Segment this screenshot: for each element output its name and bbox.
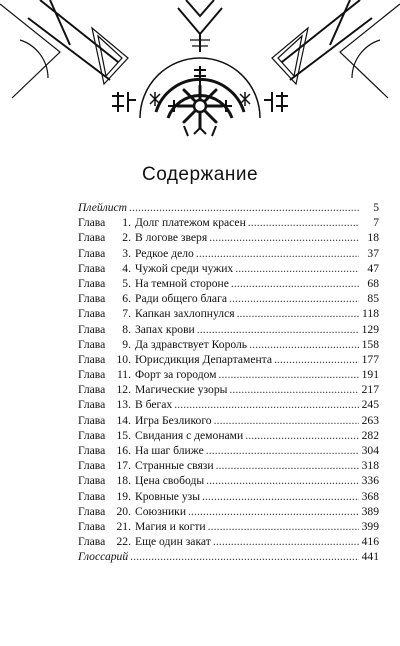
page-number: 389 [361,504,379,518]
chapter-label: Глава [78,383,106,397]
toc-entry [78,382,379,397]
toc-entry [78,458,379,473]
entry-title: Запах крови [135,322,195,336]
chapter-number: 19. [116,489,131,503]
entry-title: Глоссарий [78,550,129,564]
dot-leader [206,443,359,458]
dot-leader [274,352,359,367]
entry-title: На темной стороне [135,276,229,290]
chapter-number: 11. [116,368,131,382]
entry-title: Кровные узы [135,489,201,503]
chapter-label: Глава [78,519,106,533]
dot-leader [229,382,359,397]
chapter-number: 13. [116,398,131,412]
chapter-label: Глава [78,352,106,366]
toc-entry [78,473,379,488]
toc-entry [78,534,379,549]
entry-title: Долг платежом красен [135,216,246,230]
chapter-number: 18. [116,474,131,488]
toc-entry [78,230,379,245]
chapter-label: Глава [78,368,106,382]
entry-title: Редкое дело [135,246,194,260]
page-number: 85 [367,292,379,306]
chapter-label: Глава [78,246,106,260]
runic-compass-ornament [0,0,400,150]
page-title: Содержание [141,164,259,185]
chapter-label: Глава [78,292,106,306]
chapter-label: Глава [78,459,106,473]
chapter-number: 22. [116,535,131,549]
chapter-label: Глава [78,398,106,412]
dot-leader [130,549,359,564]
dot-leader [129,200,359,215]
entry-title: Еще один закат [135,535,211,549]
dot-leader [174,397,359,412]
chapter-number: 7. [122,307,131,321]
page-number: 441 [361,550,379,564]
toc-entry [78,291,379,306]
entry-title: Чужой среди чужих [135,261,234,275]
chapter-number: 4. [122,261,131,275]
page-number: 191 [361,368,379,382]
page-number: 129 [361,322,379,336]
dot-leader [213,534,359,549]
chapter-label: Глава [78,474,106,488]
toc-entry [78,246,379,261]
chapter-label: Глава [78,231,106,245]
dot-leader [229,291,359,306]
entry-title: Форт за городом [135,368,217,382]
page-number: 177 [361,352,379,366]
page-number: 368 [361,489,379,503]
chapter-number: 17. [116,459,131,473]
chapter-number: 8. [122,322,131,336]
toc-entry [78,549,379,564]
chapter-number: 21. [116,519,131,533]
toc-entry [78,215,379,230]
chapter-label: Глава [78,322,106,336]
page-number: 7 [373,216,379,230]
dot-leader [245,428,359,443]
page-number: 304 [361,444,379,457]
page-number: 336 [361,474,379,488]
toc-entry [78,489,379,504]
page-number: 416 [361,535,379,549]
toc-entry [78,276,379,291]
page-number: 47 [367,261,379,275]
chapter-number: 3. [122,246,131,260]
entry-title: Странные связи [135,459,214,473]
entry-title: В бегах [135,398,173,412]
chapter-number: 9. [122,337,131,351]
chapter-number: 16. [116,444,131,457]
entry-title: Союзники [135,504,187,518]
page-number: 158 [361,337,379,351]
toc-entry [78,443,379,458]
dot-leader [188,504,359,519]
page-number: 245 [361,398,379,412]
dot-leader [219,367,359,382]
dot-leader [237,306,359,321]
chapter-number: 20. [116,504,131,518]
entry-title: Ради общего блага [135,292,227,306]
toc-entry [78,200,379,215]
entry-title: Юрисдикция Департамента [135,352,273,366]
toc-entry [78,322,379,337]
page-number: 18 [367,231,379,245]
chapter-label: Глава [78,337,106,351]
entry-title: Капкан захлопнулся [135,307,235,321]
chapter-number: 12. [116,383,131,397]
page-number: 68 [367,276,379,290]
chapter-label: Глава [78,261,106,275]
entry-title: Свидания с демонами [135,428,244,442]
dot-leader [249,337,359,352]
chapter-label: Глава [78,307,106,321]
chapter-label: Глава [78,413,106,427]
entry-title: Магические узоры [135,383,228,397]
page-number: 263 [361,413,379,427]
dot-leader [208,519,359,534]
page-number: 5 [373,201,379,214]
chapter-number: 1. [122,216,131,230]
dot-leader [197,322,359,337]
page-number: 217 [361,383,379,397]
entry-title: В логове зверя [135,231,208,245]
toc-entry [78,306,379,321]
chapter-number: 2. [122,231,131,245]
table-of-contents [78,200,379,565]
toc-entry [78,519,379,534]
entry-title: Плейлист [78,201,128,214]
entry-title: Да здравствует Король [135,337,248,351]
entry-title: Цена свободы [135,474,205,488]
chapter-number: 15. [116,428,131,442]
dot-leader [214,413,359,428]
toc-entry [78,397,379,412]
dot-leader [206,473,359,488]
entry-title: Магия и когти [135,519,206,533]
toc-entry [78,261,379,276]
dot-leader [235,261,359,276]
chapter-label: Глава [78,216,106,230]
chapter-number: 10. [116,352,131,366]
dot-leader [196,246,359,261]
entry-title: Игра Безликого [135,413,212,427]
toc-entry [78,428,379,443]
chapter-label: Глава [78,504,106,518]
chapter-label: Глава [78,428,106,442]
chapter-number: 5. [122,276,131,290]
chapter-number: 6. [122,292,131,306]
chapter-number: 14. [116,413,131,427]
page-number: 282 [361,428,379,442]
toc-entry [78,504,379,519]
page-number: 318 [361,459,379,473]
toc-entry [78,352,379,367]
chapter-label: Глава [78,535,106,549]
page-number: 118 [362,307,379,321]
page-number: 37 [367,246,379,260]
toc-entry [78,337,379,352]
toc-entry [78,367,379,382]
entry-title: На шаг ближе [135,444,204,457]
page-number: 399 [361,519,379,533]
chapter-label: Глава [78,444,106,457]
toc-entry [78,413,379,428]
dot-leader [248,215,359,230]
chapter-label: Глава [78,489,106,503]
dot-leader [231,276,359,291]
chapter-label: Глава [78,276,106,290]
dot-leader [216,458,359,473]
dot-leader [202,489,359,504]
dot-leader [209,230,359,245]
